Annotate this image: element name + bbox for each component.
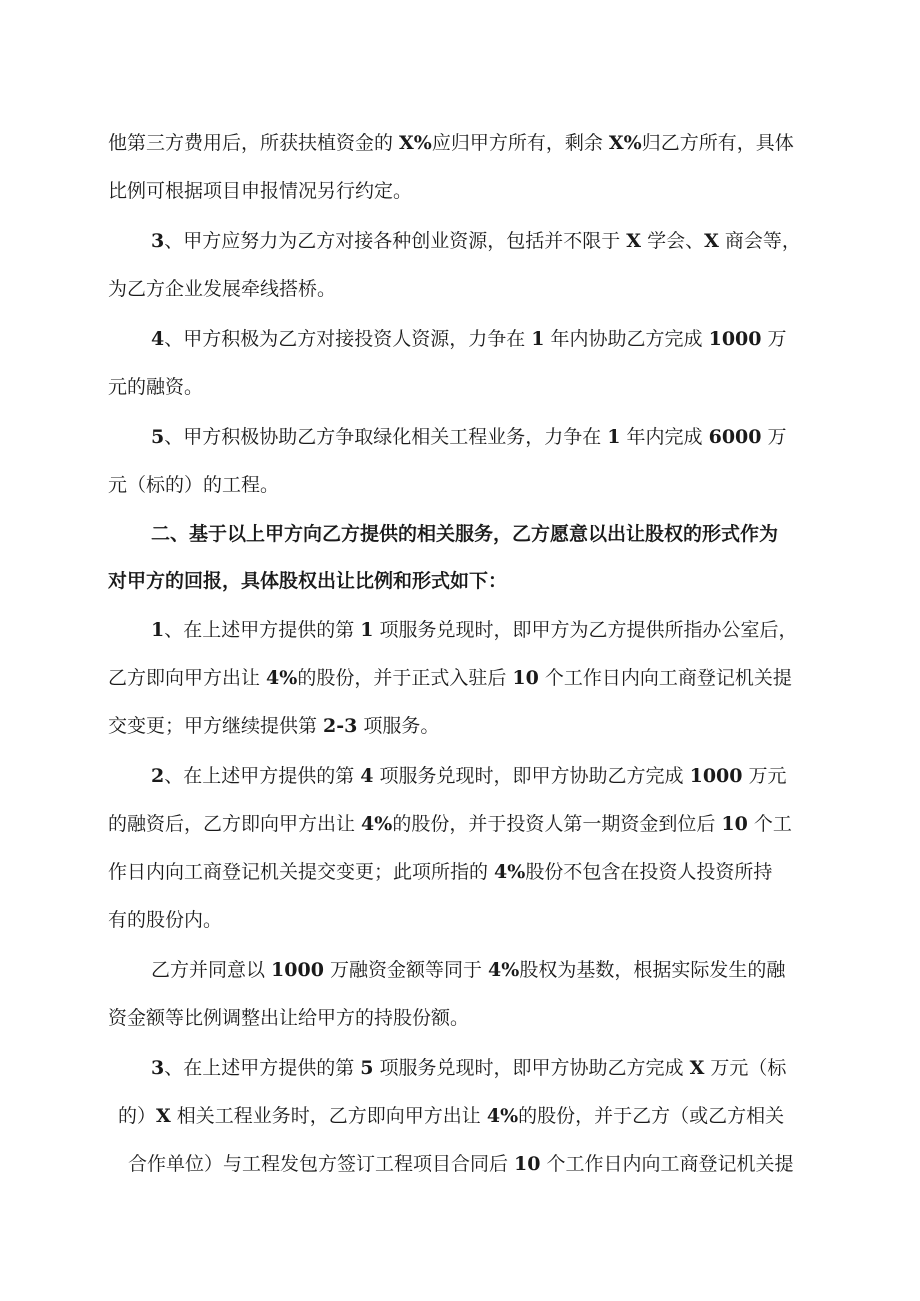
text-run-bold: 10 [512,667,539,689]
text-run: 学会、 [641,230,705,252]
paragraph-line [151,1052,920,1084]
paragraph-line [108,1002,920,1034]
text-run: 项服务兑现时，即甲方协助乙方完成 [373,765,690,787]
item-number: 3 [151,1057,165,1079]
item-number: 3 [151,230,165,252]
heading-text: 二、基于以上甲方向乙方提供的相关服务，乙方愿意以出让股权的形式作为 [151,523,779,545]
text-run: 元的融资。 [108,376,204,398]
paragraph-line [151,421,920,453]
text-run: 的） [118,1105,157,1127]
text-run: 万 [761,426,787,448]
text-run: 、在上述甲方提供的第 [164,765,361,787]
text-run: 的融资后，乙方即向甲方出让 [108,813,362,835]
text-run: 的股份，并于正式入驻后 [297,667,513,689]
paragraph-line [151,760,920,792]
text-run: 比例可根据项目申报情况另行约定。 [108,180,413,202]
paragraph-line [151,614,920,646]
text-run: 个工作日内向工商登记机关提 [538,667,792,689]
paragraph-line [108,273,920,305]
text-run-bold: 1 [360,619,374,641]
text-run: 项服务兑现时，即甲方协助乙方完成 [373,1057,690,1079]
text-run: 、在上述甲方提供的第 [164,1057,361,1079]
text-run: 万融资金额等同于 [323,959,489,981]
text-run-bold: 1000 [271,959,324,981]
text-run: 乙方即向甲方出让 [108,667,267,689]
text-run-bold: 4% [361,813,393,835]
text-run-bold: X [626,230,642,252]
text-run: 项服务。 [357,715,440,737]
text-run-bold: 4 [360,765,374,787]
section-heading [108,565,920,597]
item-number: 2 [151,765,165,787]
text-run: 交变更；甲方继续提供第 [108,715,324,737]
text-run-bold: 2-3 [323,715,358,737]
text-run-bold: 10 [514,1153,541,1175]
text-run: 元（标的）的工程。 [108,474,280,496]
paragraph-line [108,127,920,159]
text-run-bold: X% [399,132,432,154]
text-run-bold: 1000 [689,765,743,787]
text-run-bold: 4% [494,861,526,883]
text-run-bold: 4% [488,959,520,981]
text-run: 项服务兑现时，即甲方为乙方提供所指办公室后， [373,619,798,641]
text-run: 有的股份内。 [108,909,223,931]
text-run: 相关工程业务时，乙方即向甲方出让 [170,1105,487,1127]
paragraph-line [108,710,920,742]
text-run: 、甲方积极为乙方对接投资人资源，力争在 [164,328,532,350]
paragraph-line [151,323,920,355]
item-number: 5 [151,426,165,448]
text-run: 的股份，并于乙方（或乙方相关 [518,1105,785,1127]
paragraph-line [151,954,920,986]
text-run-bold: 1 [607,426,621,448]
text-run: 万元 [742,765,787,787]
text-run-bold: 10 [721,813,748,835]
text-run: 为乙方企业发展牵线搭桥。 [108,278,337,300]
text-run: 个工 [747,813,792,835]
text-run: 万元（标 [704,1057,787,1079]
paragraph-line [108,371,920,403]
paragraph-line [128,1148,920,1180]
text-run: 作日内向工商登记机关提交变更；此项所指的 [108,861,495,883]
text-run: 年内协助乙方完成 [544,328,709,350]
text-run: 年内完成 [620,426,709,448]
paragraph-line [108,469,920,501]
text-run-bold: 4% [486,1105,519,1127]
item-number: 1 [151,619,165,641]
text-run: 、甲方积极协助乙方争取绿化相关工程业务，力争在 [164,426,608,448]
text-run: 归乙方所有，具体 [641,132,794,154]
section-heading [151,518,920,550]
heading-text: 对甲方的回报，具体股权出让比例和形式如下： [108,570,508,592]
text-run: 的股份，并于投资人第一期资金到位后 [392,813,722,835]
text-run: 资金额等比例调整出让给甲方的持股份额。 [108,1007,470,1029]
text-run: 应归甲方所有，剩余 [431,132,609,154]
text-run-bold: 1000 [708,328,762,350]
text-run: 他第三方费用后，所获扶植资金的 [108,132,400,154]
text-run: 股份不包含在投资人投资所持 [525,861,773,883]
text-run-bold: X [689,1057,705,1079]
text-run-bold: 5 [360,1057,374,1079]
text-run-bold: 4% [266,667,298,689]
text-run: 、甲方应努力为乙方对接各种创业资源，包括并不限于 [164,230,627,252]
text-run: 股权为基数，根据实际发生的融 [519,959,786,981]
paragraph-line [151,225,920,257]
text-run: 万 [761,328,787,350]
paragraph-line [108,662,920,694]
paragraph-line [108,856,920,888]
text-run: 、在上述甲方提供的第 [164,619,361,641]
paragraph-line [118,1100,920,1132]
paragraph-line [108,808,920,840]
text-run-bold: 6000 [708,426,762,448]
text-run-bold: X% [608,132,642,154]
text-run-bold: X [704,230,719,252]
text-run: 乙方并同意以 [151,959,272,981]
item-number: 4 [151,328,165,350]
text-run: 个工作日内向工商登记机关提 [540,1153,794,1175]
text-run: 商会等， [718,230,801,252]
paragraph-line [108,904,920,936]
text-run: 合作单位）与工程发包方签订工程项目合同后 [128,1153,515,1175]
text-run-bold: X [156,1105,171,1127]
text-run-bold: 1 [531,328,545,350]
paragraph-line [108,175,920,207]
